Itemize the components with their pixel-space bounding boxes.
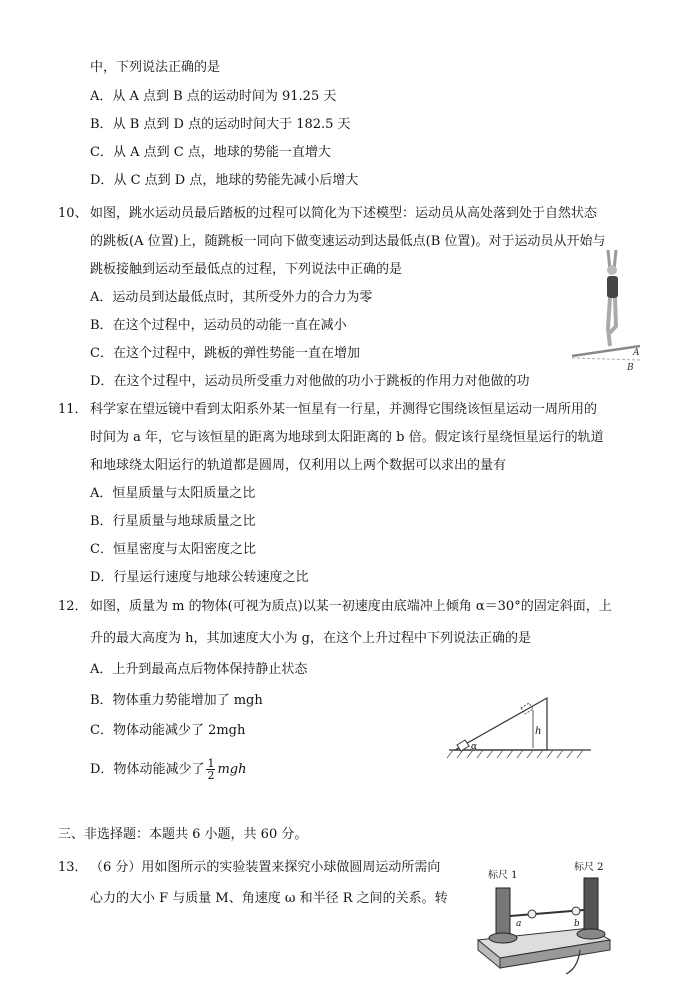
diver-figure-label-a: A	[633, 348, 640, 358]
diver-figure-label-b: B	[627, 363, 634, 373]
q13-stem-line1: （6 分）用如图所示的实验装置来探究小球做圆周运动所需向	[90, 860, 441, 875]
ruler-2-label: 标尺 2	[574, 862, 604, 873]
q12-stem-line1: 如图，质量为 m 的物体(可视为质点)以某一初速度由底端冲上倾角 α＝30°的固定斜面，上	[90, 599, 612, 614]
q10-option-d: D．在这个过程中，运动员所受重力对他做的功小于跳板的作用力对他做的功	[90, 374, 530, 389]
apparatus-label-b: b	[574, 919, 580, 929]
diver-figure	[570, 248, 650, 373]
q11-stem-line2: 时间为 a 年，它与该恒星的距离为地球到太阳距离的 b 倍。假定该行星绕恒星运行的轨道	[90, 430, 604, 445]
q12-option-c: C．物体动能减少了 2mgh	[90, 723, 246, 738]
q10-stem-line1: 如图，跳水运动员最后踏板的过程可以简化为下述模型：运动员从高处落到处于自然状态	[90, 206, 598, 221]
ruler-1-label: 标尺 1	[488, 870, 518, 881]
q12-option-b: B．物体重力势能增加了 mgh	[90, 693, 263, 708]
incline-figure-alpha-label: α	[471, 742, 478, 752]
q11-number: 11．	[58, 402, 88, 417]
q13-stem-line2: 心力的大小 F 与质量 M、角速度 ω 和半径 R 之间的关系。转	[90, 891, 448, 906]
q9-option-a: A．从 A 点到 B 点的运动时间为 91.25 天	[90, 89, 337, 104]
q10-stem-line2: 的跳板(A 位置)上，随跳板一同向下做变速运动到达最低点(B 位置)。对于运动员从开始与	[90, 234, 606, 249]
q12-option-a: A．上升到最高点后物体保持静止状态	[90, 662, 308, 677]
q9-stem-tail: 中，下列说法正确的是	[90, 60, 221, 75]
q11-stem-line3: 和地球绕太阳运行的轨道都是圆周，仅利用以上两个数据可以求出的量有	[90, 458, 507, 473]
apparatus-label-a: a	[516, 919, 522, 929]
q11-option-c: C．恒星密度与太阳密度之比	[90, 542, 256, 557]
q11-stem-line1: 科学家在望远镜中看到太阳系外某一恒星有一行星，并测得它围绕该恒星运动一周所用的	[90, 402, 598, 417]
section-heading: 三、非选择题：本题共 6 小题，共 60 分。	[58, 827, 308, 842]
q11-option-a: A．恒星质量与太阳质量之比	[90, 486, 256, 501]
q10-number: 10、	[58, 206, 88, 221]
q11-option-b: B．行星质量与地球质量之比	[90, 514, 256, 529]
q9-option-d: D．从 C 点到 D 点，地球的势能先减小后增大	[90, 173, 359, 188]
q12-option-d: D．物体动能减少了 $\frac{1}{2}$ mgh	[90, 757, 247, 782]
centripetal-apparatus-figure	[470, 858, 620, 980]
incline-figure	[445, 688, 595, 763]
q10-stem-line3: 跳板接触到运动至最低点的过程，下列说法中正确的是	[90, 262, 403, 277]
q9-option-c: C．从 A 点到 C 点，地球的势能一直增大	[90, 145, 331, 160]
q11-option-d: D．行星运行速度与地球公转速度之比	[90, 570, 309, 585]
q10-option-a: A．运动员到达最低点时，其所受外力的合力为零	[90, 290, 373, 305]
q12-stem-line2: 升的最大高度为 h，其加速度大小为 g，在这个上升过程中下列说法正确的是	[90, 631, 531, 646]
fraction-one-half: $\frac{1}{2}$	[207, 757, 215, 782]
q10-option-b: B．在这个过程中，运动员的动能一直在减小	[90, 318, 347, 333]
q9-option-b: B．从 B 点到 D 点的运动时间大于 182.5 天	[90, 117, 351, 132]
incline-figure-h-label: h	[535, 726, 542, 737]
q13-number: 13．	[58, 860, 88, 875]
q12-number: 12．	[58, 599, 88, 614]
q10-option-c: C．在这个过程中，跳板的弹性势能一直在增加	[90, 346, 360, 361]
